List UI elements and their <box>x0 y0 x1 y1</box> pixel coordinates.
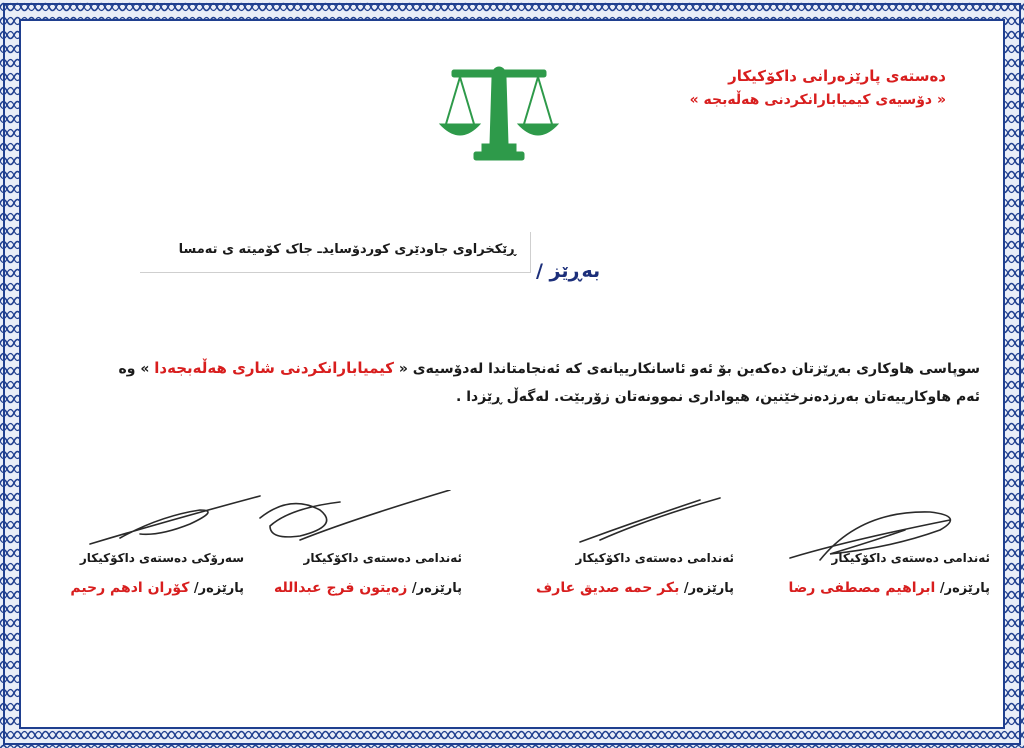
recipient-text: ڕێکخراوی جاودێری کوردۆسایدـ جاک کۆمیتە ی تەمسا <box>178 242 516 257</box>
body-line-1-end: » وە <box>118 361 150 377</box>
signature-role: ئەندامی دەستەی داکۆکیکار <box>303 551 462 565</box>
salutation: بەڕێز / <box>536 260 601 282</box>
signature-block-3 <box>222 548 462 596</box>
signature-block-1 <box>750 548 990 596</box>
signature-name: ابراهیم مصطفى رضا <box>788 580 936 596</box>
signature-block-2 <box>494 548 734 596</box>
signature-role: سەرۆکی دەستەی داکۆکیکار <box>79 551 244 565</box>
signature-name-line <box>494 580 734 596</box>
header <box>646 64 946 112</box>
case-title: « دۆسیەی کیمیابارانکردنی هەڵەبجە » <box>689 92 946 108</box>
signature-prefix: پارێزەر/ <box>411 581 462 596</box>
recipient-box <box>140 232 531 273</box>
org-name: دەستەی پارێزەرانی داکۆکیکار <box>728 67 946 85</box>
signature-name: بکر حمه صدیق عارف <box>536 580 680 596</box>
signature-name-line <box>4 580 244 596</box>
scales-of-justice-icon <box>438 64 560 164</box>
body-line-2: ئەم هاوکارییەتان بەرزدەنرخێنین، هیواداری نموونەتان زۆربێت. لەگەڵ ڕێزدا . <box>456 389 980 405</box>
signature-prefix: پارێزەر/ <box>683 581 734 596</box>
signature-name: زەیتون فرج عبدالله <box>273 580 408 596</box>
signature-role: ئەندامی دەستەی داکۆکیکار <box>575 551 734 565</box>
signature-name-line <box>222 580 462 596</box>
signature-name-line <box>750 580 990 596</box>
signature-prefix: پارێزەر/ <box>193 581 244 596</box>
body-line-1-start: سوپاسی هاوکاری بەڕێزتان دەکەین بۆ ئەو ئاسانکارییانەی کە ئەنجامتاندا لەدۆسیەی « <box>398 361 980 377</box>
body-paragraph <box>100 354 980 411</box>
signature-name: کۆران ادهم رحیم <box>70 580 190 596</box>
signature-block-4 <box>4 548 244 596</box>
signature-prefix: پارێزەر/ <box>939 581 990 596</box>
recipient-row <box>140 232 680 292</box>
body-highlight: کیمیابارانکردنی شاری هەڵەبجەدا <box>154 359 394 377</box>
signature-role: ئەندامی دەستەی داکۆکیکار <box>831 551 990 565</box>
body-line-1 <box>100 354 980 383</box>
signatures-area <box>0 490 1024 640</box>
